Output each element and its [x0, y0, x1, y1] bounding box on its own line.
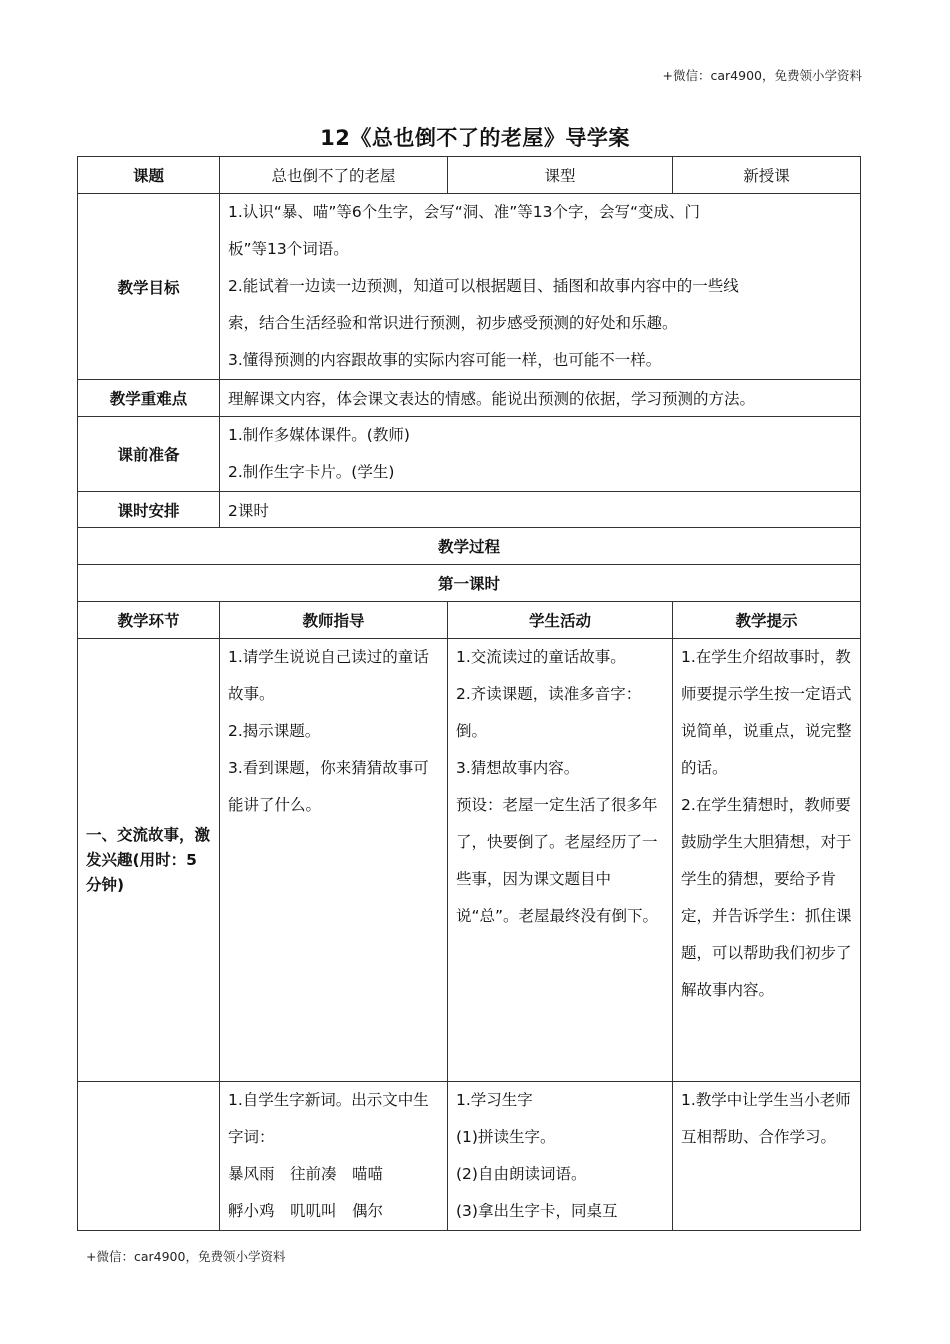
text-line: 预设：老屋一定生活了很多年了，快要倒了。老屋经历了一些事，因为课文题目中说“总”。老屋最终没有倒下。: [456, 796, 659, 925]
text-line: 孵小鸡 叽叽叫 偶尔: [228, 1202, 384, 1220]
column-header: 教学环节: [78, 602, 220, 639]
column-header: 教师指导: [220, 602, 448, 639]
text-line: (3)拿出生字卡，同桌互: [456, 1202, 618, 1220]
header-row: [78, 157, 861, 194]
lesson1-row: [78, 565, 861, 602]
goal-line: 2.能试着一边读一边预测，知道可以根据题目、插图和故事内容中的一些线: [228, 277, 739, 295]
lesson-plan-table: [77, 156, 861, 1231]
label-keypoints: 教学重难点: [78, 380, 220, 417]
text-line: 2.齐读课题，读准多音字：倒。: [456, 685, 642, 740]
lesson1-heading: 第一课时: [78, 565, 861, 602]
text-line: (1)拼读生字。: [456, 1128, 556, 1146]
teaching-tips-cell: [673, 639, 861, 1082]
table-row: [78, 639, 861, 1082]
column-header: 教学提示: [673, 602, 861, 639]
schedule-content: 2课时: [220, 492, 861, 528]
goals-content: [220, 194, 861, 380]
text-line: 3.看到课题，你来猜猜故事可能讲了什么。: [228, 759, 429, 814]
prep-line: 2.制作生字卡片。(学生): [228, 463, 395, 481]
teacher-guidance-cell: [220, 639, 448, 1082]
goals-row: [78, 194, 861, 380]
stage-cell: 一、交流故事，激发兴趣(用时：5分钟): [78, 639, 220, 1082]
goal-line: 3.懂得预测的内容跟故事的实际内容可能一样，也可能不一样。: [228, 351, 662, 369]
process-row: [78, 528, 861, 565]
prep-content: [220, 417, 861, 492]
label-goals: 教学目标: [78, 194, 220, 380]
teaching-tips-cell: [673, 1082, 861, 1231]
teacher-guidance-cell: [220, 1082, 448, 1231]
text-line: 1.教学中让学生当小老师互相帮助、合作学习。: [681, 1091, 851, 1146]
text-line: 1.请学生说说自己读过的童话故事。: [228, 648, 429, 703]
table-row: [78, 1082, 861, 1231]
text-line: 暴风雨 往前凑 喵喵: [228, 1165, 384, 1183]
prep-line: 1.制作多媒体课件。(教师): [228, 426, 410, 444]
keypoints-row: [78, 380, 861, 417]
goal-line: 1.认识“暴、喵”等6个生字，会写“洞、准”等13个字，会写“变成、门: [228, 203, 701, 221]
keypoints-content: 理解课文内容，体会课文表达的情感。能说出预测的依据，学习预测的方法。: [220, 380, 861, 417]
student-activity-cell: [448, 1082, 673, 1231]
text-line: 1.在学生介绍故事时，教师要提示学生按一定语式说简单，说重点，说完整的话。: [681, 648, 852, 777]
watermark-bottom: +微信：car4900，免费领小学资料: [86, 1249, 286, 1264]
label-lesson-type: 课型: [448, 157, 673, 194]
column-header: 学生活动: [448, 602, 673, 639]
value-lesson-type: 新授课: [673, 157, 861, 194]
goal-line: 索，结合生活经验和常识进行预测，初步感受预测的好处和乐趣。: [228, 314, 678, 332]
value-topic: 总也倒不了的老屋: [220, 157, 448, 194]
label-schedule: 课时安排: [78, 492, 220, 528]
student-activity-cell: [448, 639, 673, 1082]
goal-line: 板”等13个词语。: [228, 240, 349, 258]
text-line: 2.在学生猜想时，教师要鼓励学生大胆猜想，对于学生的猜想，要给予肯定，并告诉学生：抓住课题，可以帮助我们初步了解故事内容。: [681, 796, 852, 999]
text-line: 2.揭示课题。: [228, 722, 321, 740]
text-line: 1.交流读过的童话故事。: [456, 648, 626, 666]
stage-cell: [78, 1082, 220, 1231]
label-topic: 课题: [78, 157, 220, 194]
text-line: 3.猜想故事内容。: [456, 759, 580, 777]
schedule-row: [78, 492, 861, 528]
page-title: 12《总也倒不了的老屋》导学案: [320, 126, 630, 150]
process-heading: 教学过程: [78, 528, 861, 565]
watermark-top: +微信：car4900，免费领小学资料: [662, 68, 862, 83]
text-line: 1.学习生字: [456, 1091, 533, 1109]
text-line: (2)自由朗读词语。: [456, 1165, 587, 1183]
prep-row: [78, 417, 861, 492]
label-prep: 课前准备: [78, 417, 220, 492]
column-header-row: [78, 602, 861, 639]
text-line: 1.自学生字新词。出示文中生字词：: [228, 1091, 429, 1146]
